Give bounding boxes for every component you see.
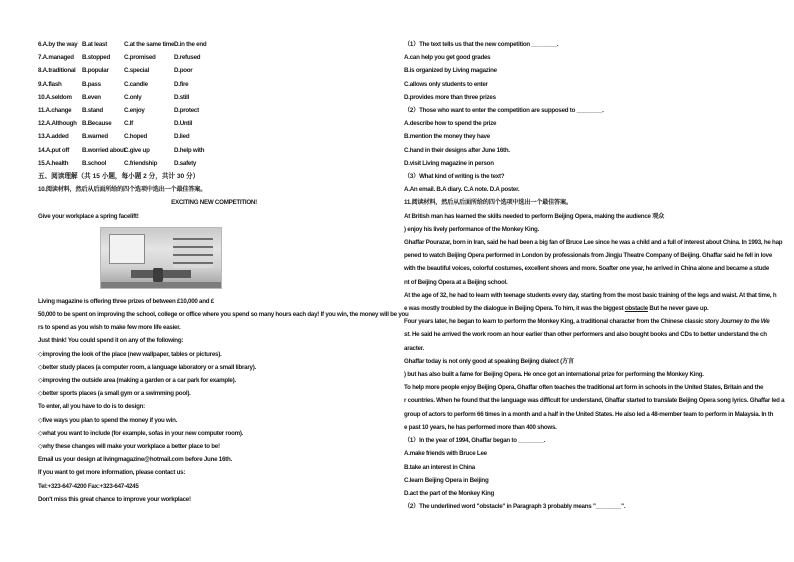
paragraph-line: Living magazine is offering three prizes of between £10,000 and £ bbox=[38, 297, 214, 305]
option-cell: B.stand bbox=[82, 107, 103, 115]
answer-option: A.can help you get good grades bbox=[404, 54, 491, 62]
option-cell: 8.A.traditional bbox=[38, 67, 76, 75]
option-row bbox=[38, 104, 390, 117]
option-cell: 14.A.put off bbox=[38, 146, 70, 154]
intro-text: Give your workplace a spring facelift! bbox=[38, 212, 139, 220]
option-cell: B.popular bbox=[82, 67, 109, 75]
option-cell: 9.A.flash bbox=[38, 80, 62, 88]
option-cell: D.help with bbox=[174, 146, 205, 154]
option-row bbox=[38, 117, 390, 130]
option-cell: 11.A.change bbox=[38, 107, 72, 115]
answer-options-inline: A.An email. B.A diary. C.A note. D.A poster. bbox=[404, 186, 520, 194]
instruction-text: 11.阅读材料，然后从后面所给的四个选项中选出一个最佳答案。 bbox=[404, 199, 572, 207]
passage-text: But he never gave up. bbox=[647, 305, 709, 313]
left-column bbox=[38, 38, 409, 506]
answer-option: A.make friends with Bruce Lee bbox=[404, 450, 487, 458]
option-cell: C.friendship bbox=[124, 159, 158, 167]
passage-text: Four years later, he began to learn to perform the Monkey King, a traditional character from the Chinese classic story bbox=[404, 318, 721, 326]
option-cell: D.protect bbox=[174, 107, 199, 115]
option-cell: 12.A.Although bbox=[38, 120, 77, 128]
closing-text: Don't miss this great chance to improve your workplace! bbox=[38, 495, 191, 503]
option-list bbox=[38, 38, 390, 170]
option-row bbox=[38, 157, 390, 170]
bullet-item: ◇better sports places (a small gym or a swimming pool). bbox=[38, 390, 191, 398]
passage-line: e past 10 years, he has performed more than 400 shows. bbox=[404, 423, 557, 431]
chair-shape bbox=[153, 268, 163, 282]
option-cell: D.in the end bbox=[174, 41, 207, 48]
option-cell: B.Because bbox=[82, 120, 112, 128]
answer-option: B.is organized by Living magazine bbox=[404, 67, 497, 75]
option-cell: B.stopped bbox=[82, 54, 110, 62]
shelf-shape bbox=[173, 238, 213, 268]
answer-option: C.allows only students to enter bbox=[404, 80, 488, 88]
option-cell: D.refused bbox=[174, 54, 201, 62]
right-column bbox=[404, 38, 785, 513]
answer-option: B.mention the money they have bbox=[404, 133, 490, 141]
bullet-item: ◇improving the outside area (making a garden or a car park for example). bbox=[38, 377, 236, 385]
option-cell: C.at the same time bbox=[124, 41, 175, 48]
underlined-word: obstacle bbox=[624, 305, 648, 313]
bullet-item: ◇improving the look of the place (new wallpaper, tables or pictures). bbox=[38, 350, 222, 358]
passage-line: ) but has also built a fame for Beijing Opera. He once got an international prize for performing the Monkey King. bbox=[404, 371, 704, 379]
answer-option: C.hand in their designs after June 16th. bbox=[404, 146, 510, 154]
option-row bbox=[38, 144, 390, 157]
floor-shape bbox=[101, 282, 221, 288]
passage-line-with-title bbox=[404, 315, 770, 328]
passage-line bbox=[404, 328, 767, 341]
phone-text: Tel:+323-647-4200 Fax:+323-647-4245 bbox=[38, 482, 139, 490]
design-item: ◇five ways you plan to spend the money if you win. bbox=[38, 416, 178, 424]
option-cell: D.safety bbox=[174, 159, 197, 167]
passage-title: EXCITING NEW COMPETITION! bbox=[171, 199, 257, 207]
passage-line: aracter. bbox=[404, 344, 425, 352]
answer-option: C.learn Beijing Opera in Beijing bbox=[404, 476, 489, 484]
bullet-item: ◇better study places (a computer room, a language laboratory or a small library). bbox=[38, 363, 256, 371]
paragraph-line: 50,000 to be spent on improving the school, college or office where you spend so many hours each day! If you win, the money will be you bbox=[38, 311, 409, 319]
lead-text: Just think! You could spend it on any of the following: bbox=[38, 337, 184, 345]
option-cell: B.worried about bbox=[82, 146, 126, 154]
option-cell: C.give up bbox=[124, 146, 150, 154]
passage-line: At British man has learned the skills needed to perform Beijing Opera, making the audience 观众 bbox=[404, 212, 665, 220]
option-row bbox=[38, 130, 390, 143]
option-cell: D.fire bbox=[174, 80, 189, 88]
question-3: （3）What kind of writing is the text? bbox=[404, 173, 505, 181]
option-cell: B.at least bbox=[82, 41, 108, 48]
design-item: ◇what you want to include (for example, sofas in your new computer room). bbox=[38, 429, 244, 437]
section-heading: 五、阅读理解（共 15 小题，每小题 2 分，共计 30 分） bbox=[38, 173, 200, 181]
passage-line: To help more people enjoy Beijing Opera, Ghaffar often teaches the traditional art form in schools in the United States, Britain and the bbox=[404, 384, 764, 392]
option-cell: B.school bbox=[82, 159, 107, 167]
option-row bbox=[38, 64, 390, 77]
email-text: Email us your design at livingmagazine@hotmail.com before June 16th. bbox=[38, 456, 232, 464]
option-cell: D.Until bbox=[174, 120, 193, 128]
option-cell: D.still bbox=[174, 93, 190, 101]
window-shape bbox=[109, 234, 145, 264]
option-cell: C.promised bbox=[124, 54, 156, 62]
answer-option: B.take an interest in China bbox=[404, 463, 475, 471]
option-cell: B.even bbox=[82, 93, 101, 101]
option-cell: D.poor bbox=[174, 67, 193, 75]
passage-line: pened to watch Beijing Opera performed in London by professionals from Jingju Theatre Company of Beijing. Ghaffar said he fell in love bbox=[404, 252, 773, 260]
option-row bbox=[38, 78, 390, 91]
question-5: （2）The underlined word "obstacle" in Paragraph 3 probably means "________". bbox=[404, 503, 626, 511]
option-cell: C.candle bbox=[124, 80, 148, 88]
todo-text: To enter, all you have to do is to design: bbox=[38, 403, 145, 411]
story-title-end: st bbox=[404, 331, 410, 339]
option-cell: C.If bbox=[124, 120, 133, 128]
question-2: （2）Those who want to enter the competition are supposed to ________. bbox=[404, 107, 604, 115]
passage-line: Ghaffar Pourazar, born in Iran, said he had been a big fan of Bruce Lee since he was a child and a full of interest about China. In 1993, he hap bbox=[404, 239, 783, 247]
answer-option: D.act the part of the Monkey King bbox=[404, 489, 495, 497]
passage-line: group of actors to perform 66 times in a month and a half in the United States. He also led a 48-member team to perform in Malaysia. In th bbox=[404, 410, 774, 418]
option-cell: 7.A.managed bbox=[38, 54, 74, 62]
more-info-text: If you want to get more information, please contact us: bbox=[38, 469, 186, 477]
passage-line: At the age of 32, he had to learn with teenage students every day, starting from the most basic training of the legs and waist. At that time, h bbox=[404, 291, 777, 299]
passage-line: Ghaffar today is not only good at speaking Beijing dialect (方言 bbox=[404, 357, 574, 365]
option-row bbox=[38, 51, 390, 64]
option-row bbox=[38, 38, 390, 51]
option-cell: D.lied bbox=[174, 133, 190, 141]
option-cell: 10.A.seldom bbox=[38, 93, 72, 101]
answer-option: D.visit Living magazine in person bbox=[404, 159, 494, 167]
story-title: Journey to the We bbox=[720, 318, 770, 326]
passage-text: . He said he arrived the work room an hour earlier than other performers and also bought books and CDs to better understand the ch bbox=[409, 331, 767, 339]
option-cell: 15.A.health bbox=[38, 159, 69, 167]
passage-line: with the beautiful voices, colorful costumes, excellent shows and more. Soafter one year, he arrived in China alone and became a stude bbox=[404, 265, 770, 273]
option-cell: C.only bbox=[124, 93, 142, 101]
option-cell: 13.A.added bbox=[38, 133, 69, 141]
option-cell: B.warned bbox=[82, 133, 108, 141]
option-cell: 6.A.by the way bbox=[38, 41, 78, 48]
answer-option: D.provides more than three prizes bbox=[404, 93, 496, 101]
office-photo bbox=[100, 227, 222, 289]
passage-line: r countries. When he found that the language was difficult for understand, Ghaffar started to translate Beijing Opera song lyrics. Ghaffar led a bbox=[404, 397, 785, 405]
option-cell: C.hoped bbox=[124, 133, 147, 141]
answer-option: A.describe how to spend the prize bbox=[404, 120, 497, 128]
instruction-text: 10.阅读材料，然后从后面所给的四个选项中选出一个最佳答案。 bbox=[38, 186, 207, 194]
question-1: （1）The text tells us that the new competition ________. bbox=[404, 41, 559, 48]
passage-line-with-underline bbox=[404, 302, 756, 315]
paragraph-line: rs to spend as you wish to make few more life easier. bbox=[38, 324, 181, 332]
option-cell: B.pass bbox=[82, 80, 101, 88]
passage-line: ) enjoy his lively performance of the Monkey King. bbox=[404, 225, 539, 233]
design-item: ◇why these changes will make your workplace a better place to be! bbox=[38, 443, 220, 451]
passage-text: e was mostly troubled by the dialogue in Beijing Opera. To him, it was the biggest bbox=[404, 305, 625, 313]
question-4: （1）In the year of 1994, Ghaffar began to ________. bbox=[404, 437, 546, 445]
option-cell: C.special bbox=[124, 67, 149, 75]
option-row bbox=[38, 91, 390, 104]
option-cell: C.enjoy bbox=[124, 107, 145, 115]
passage-line: nt of Beijing Opera at a Beijing school. bbox=[404, 278, 508, 286]
